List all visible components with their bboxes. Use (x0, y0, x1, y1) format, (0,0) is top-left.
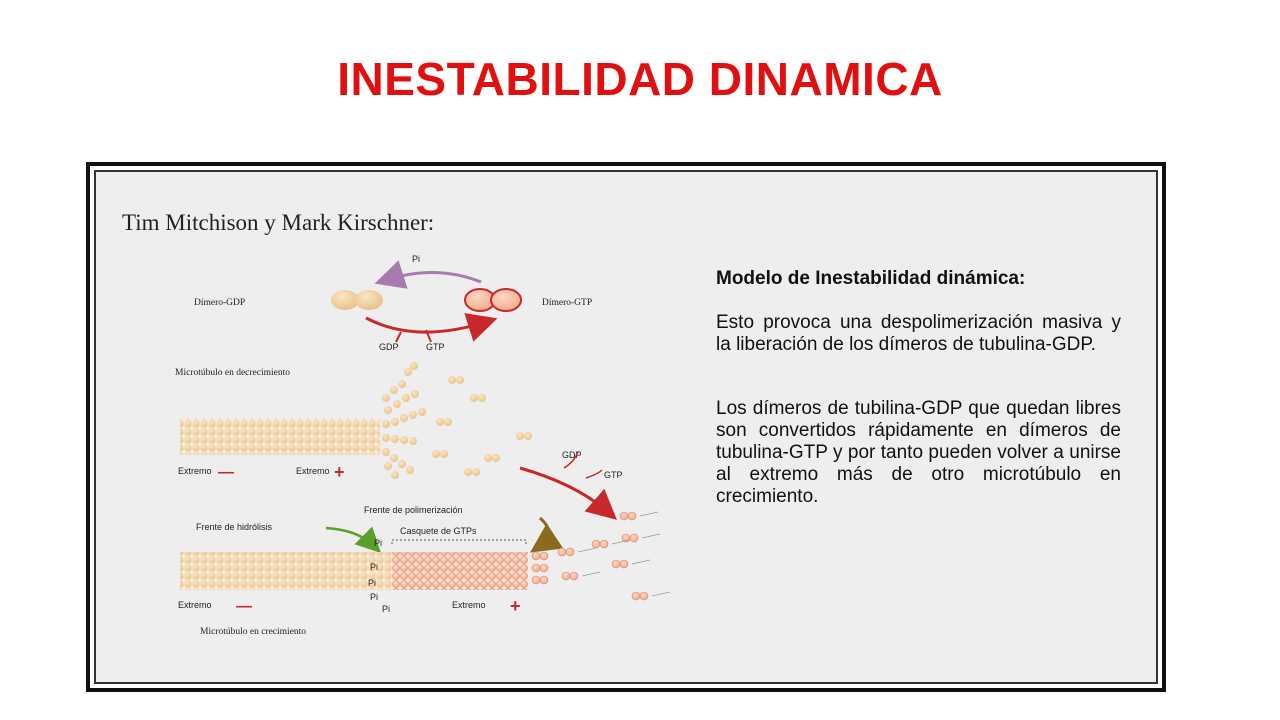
growing-microtubule-gdp (180, 552, 392, 590)
gdp-release-tick (396, 332, 401, 342)
microtubulo-decrecimiento-label: Microtúbulo en decrecimiento (175, 368, 291, 378)
red-cycle-arrow (366, 318, 486, 332)
plus-sign-top: + (334, 462, 345, 482)
pi-label-1: Pi (374, 538, 383, 548)
paragraph-2: Los dímeros de tubilina-GDP que quedan libres son convertidos rápidamente en dímeros de tubulina-GTP y por tanto pueden volver a unirse al extremo más de otro microtúbulo en crecimiento. (716, 398, 1121, 507)
frente-hidrolisis-label: Frente de hidrólisis (196, 522, 273, 532)
model-heading: Modelo de Inestabilidad dinámica: (716, 268, 1026, 289)
figure-frame (86, 162, 1166, 692)
green-arrow (326, 528, 374, 546)
plus-sign-bottom: + (510, 596, 521, 616)
gdp-dimer (331, 290, 383, 310)
explanation-text (716, 268, 1121, 508)
brown-arrow (540, 518, 549, 546)
gtp-bind-branch (586, 470, 602, 478)
extremo-minus-top-label: Extremo (178, 466, 212, 476)
casquete-label: Casquete de GTPs (400, 526, 477, 536)
extremo-minus-bottom-label: Extremo (178, 600, 212, 610)
cap-bracket (392, 540, 526, 544)
paragraph-1: Esto provoca una despolimerización masiva y la liberación de los dímeros de tubulina-GDP. (716, 312, 1121, 355)
frente-polimerizacion-label: Frente de polimerización (364, 505, 463, 515)
gdp-cycle-label: GDP (379, 342, 399, 352)
gtp-dimer (465, 289, 521, 311)
shrinking-microtubule (180, 419, 380, 455)
pi-label-4: Pi (370, 592, 379, 602)
pi-label-5: Pi (382, 604, 391, 614)
peeling-protofilaments (382, 362, 532, 479)
motion-lines (578, 512, 670, 596)
extremo-plus-bottom-label: Extremo (452, 600, 486, 610)
purple-arrow (386, 272, 481, 282)
figure-heading: Tim Mitchison y Mark Kirschner: (122, 210, 435, 235)
extremo-plus-top-label: Extremo (296, 466, 330, 476)
pi-label-2: Pi (370, 562, 379, 572)
microtubulo-crecimiento-label: Microtúbulo en crecimiento (200, 627, 307, 637)
dimero-gdp-label: Dímero-GDP (194, 298, 246, 308)
pi-label-3: Pi (368, 578, 377, 588)
dimero-gtp-label: Dímero-GTP (542, 298, 593, 308)
incoming-gtp-dimers (532, 512, 648, 600)
gdp-exchange-label: GDP (562, 450, 582, 460)
gtp-exchange-label: GTP (604, 470, 623, 480)
growing-microtubule-gtp-cap (392, 552, 528, 590)
slide-title: INESTABILIDAD DINAMICA (337, 53, 943, 105)
figure-panel (94, 170, 1158, 684)
gtp-cycle-label: GTP (426, 342, 445, 352)
minus-sign-bottom: — (236, 598, 252, 615)
pi-label-top: Pi (412, 254, 421, 264)
minus-sign-top: — (218, 464, 234, 481)
